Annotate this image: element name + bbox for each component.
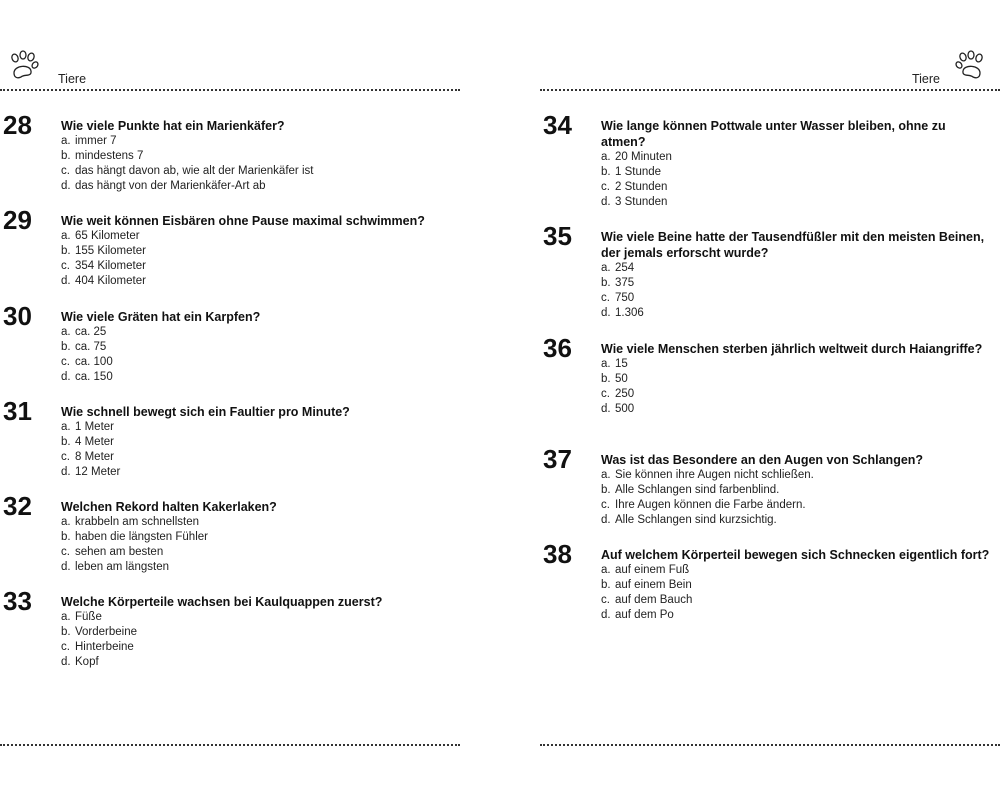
question-text: Wie viele Punkte hat ein Marienkäfer? xyxy=(61,119,285,133)
question-item xyxy=(540,541,1000,652)
question-item xyxy=(0,207,460,302)
answer-option: a. krabbeln am schnellsten xyxy=(61,516,200,529)
page-header xyxy=(540,50,1000,90)
question-text: Welche Körperteile wachsen bei Kaulquappen zuerst? xyxy=(61,595,383,610)
answer-option: b. Alle Schlangen sind farbenblind. xyxy=(601,484,780,497)
question-item xyxy=(0,493,460,588)
answer-option: a. ca. 25 xyxy=(61,325,107,338)
question-text: Wie viele Beine hatte der Tausendfüßler mit den meisten Beinen, der jemals erforscht wurde? xyxy=(601,230,985,261)
section-title: Tiere xyxy=(911,72,940,86)
answer-option: d. das hängt von der Marienkäfer-Art ab xyxy=(61,180,266,192)
question-item xyxy=(540,223,1000,334)
question-text: Wie weit können Eisbären ohne Pause maximal schwimmen? xyxy=(61,214,425,229)
answer-option: c. Hinterbeine xyxy=(61,641,134,654)
answer-option: a. 20 Minuten xyxy=(601,151,672,163)
answer-option: a. auf einem Fuß xyxy=(601,564,690,577)
question-number: 36 xyxy=(543,332,572,363)
answer-option: b. 50 xyxy=(601,372,628,385)
answer-option: b. 4 Meter xyxy=(61,435,114,448)
right-page xyxy=(540,0,1000,800)
question-text: Auf welchem Körperteil bewegen sich Schnecken eigentlich fort? xyxy=(601,548,990,563)
answer-option: b. auf einem Bein xyxy=(601,579,692,592)
answer-option: b. mindestens 7 xyxy=(61,150,144,162)
answer-option: b. 1 Stunde xyxy=(601,166,662,178)
question-item xyxy=(540,112,1000,223)
section-title: Tiere xyxy=(58,72,87,86)
answer-option: a. Sie können ihre Augen nicht schließen. xyxy=(601,469,814,482)
question-text: Wie lange können Pottwale unter Wasser bleiben, ohne zu atmen? xyxy=(601,119,946,149)
answer-option: b. 375 xyxy=(601,277,635,290)
answer-option: d. Alle Schlangen sind kurzsichtig. xyxy=(601,514,777,527)
answer-option: d. 12 Meter xyxy=(61,465,121,478)
question-number: 38 xyxy=(543,539,572,570)
question-list xyxy=(0,112,460,684)
answer-option: b. haben die längsten Fühler xyxy=(61,531,208,544)
question-number: 34 xyxy=(543,110,572,140)
question-number: 30 xyxy=(3,300,32,331)
answer-option: c. ca. 100 xyxy=(61,355,113,368)
question-item xyxy=(0,395,460,493)
left-page xyxy=(0,0,460,800)
question-text: Welchen Rekord halten Kakerlaken? xyxy=(61,500,277,515)
question-list xyxy=(540,112,1000,653)
question-number: 35 xyxy=(543,221,572,252)
answer-option: a. 15 xyxy=(601,357,628,370)
answer-option: a. 254 xyxy=(601,262,635,275)
question-number: 31 xyxy=(3,395,32,426)
paw-icon xyxy=(8,50,40,80)
answer-option: b. ca. 75 xyxy=(61,340,107,353)
top-divider xyxy=(540,89,1000,91)
question-item xyxy=(540,446,1000,541)
answer-option: a. 1 Meter xyxy=(61,420,114,433)
answer-option: c. auf dem Bauch xyxy=(601,594,693,607)
answer-option: d. leben am längsten xyxy=(61,561,169,574)
question-number: 33 xyxy=(3,586,32,617)
answer-option: c. 2 Stunden xyxy=(601,181,668,193)
question-number: 28 xyxy=(3,110,32,140)
answer-option: d. ca. 150 xyxy=(61,370,113,383)
question-number: 37 xyxy=(543,444,572,475)
question-text: Wie viele Gräten hat ein Karpfen? xyxy=(61,309,261,324)
answer-option: d. auf dem Po xyxy=(601,609,674,622)
question-item xyxy=(0,300,460,398)
question-item xyxy=(0,588,460,683)
answer-option: c. 354 Kilometer xyxy=(61,260,146,273)
question-number: 32 xyxy=(3,491,32,522)
answer-option: a. immer 7 xyxy=(61,135,117,147)
answer-option: c. sehen am besten xyxy=(61,546,164,559)
answer-option: c. das hängt davon ab, wie alt der Marienkäfer ist xyxy=(61,165,314,177)
question-item xyxy=(0,112,460,207)
answer-option: a. 65 Kilometer xyxy=(61,230,140,243)
answer-option: a. Füße xyxy=(61,611,102,624)
page-header xyxy=(0,50,460,90)
question-item xyxy=(540,332,1000,446)
answer-option: c. 750 xyxy=(601,292,635,305)
answer-option: d. 3 Stunden xyxy=(601,196,668,208)
answer-option: c. 250 xyxy=(601,387,635,400)
answer-option: d. 500 xyxy=(601,402,635,415)
answer-option: c. 8 Meter xyxy=(61,450,114,463)
question-text: Wie schnell bewegt sich ein Faultier pro Minute? xyxy=(61,404,350,419)
question-text: Wie viele Menschen sterben jährlich weltweit durch Haiangriffe? xyxy=(601,341,983,356)
answer-option: b. 155 Kilometer xyxy=(61,245,146,258)
bottom-divider xyxy=(540,744,1000,746)
answer-option: d. 404 Kilometer xyxy=(61,275,146,288)
question-number: 29 xyxy=(3,205,32,236)
answer-option: d. Kopf xyxy=(61,656,99,669)
paw-icon xyxy=(954,50,986,80)
bottom-divider xyxy=(0,744,460,746)
answer-option: c. Ihre Augen können die Farbe ändern. xyxy=(601,499,806,512)
answer-option: b. Vorderbeine xyxy=(61,626,138,639)
top-divider xyxy=(0,89,460,91)
answer-option: d. 1.306 xyxy=(601,307,644,320)
question-text: Was ist das Besondere an den Augen von Schlangen? xyxy=(601,453,924,468)
